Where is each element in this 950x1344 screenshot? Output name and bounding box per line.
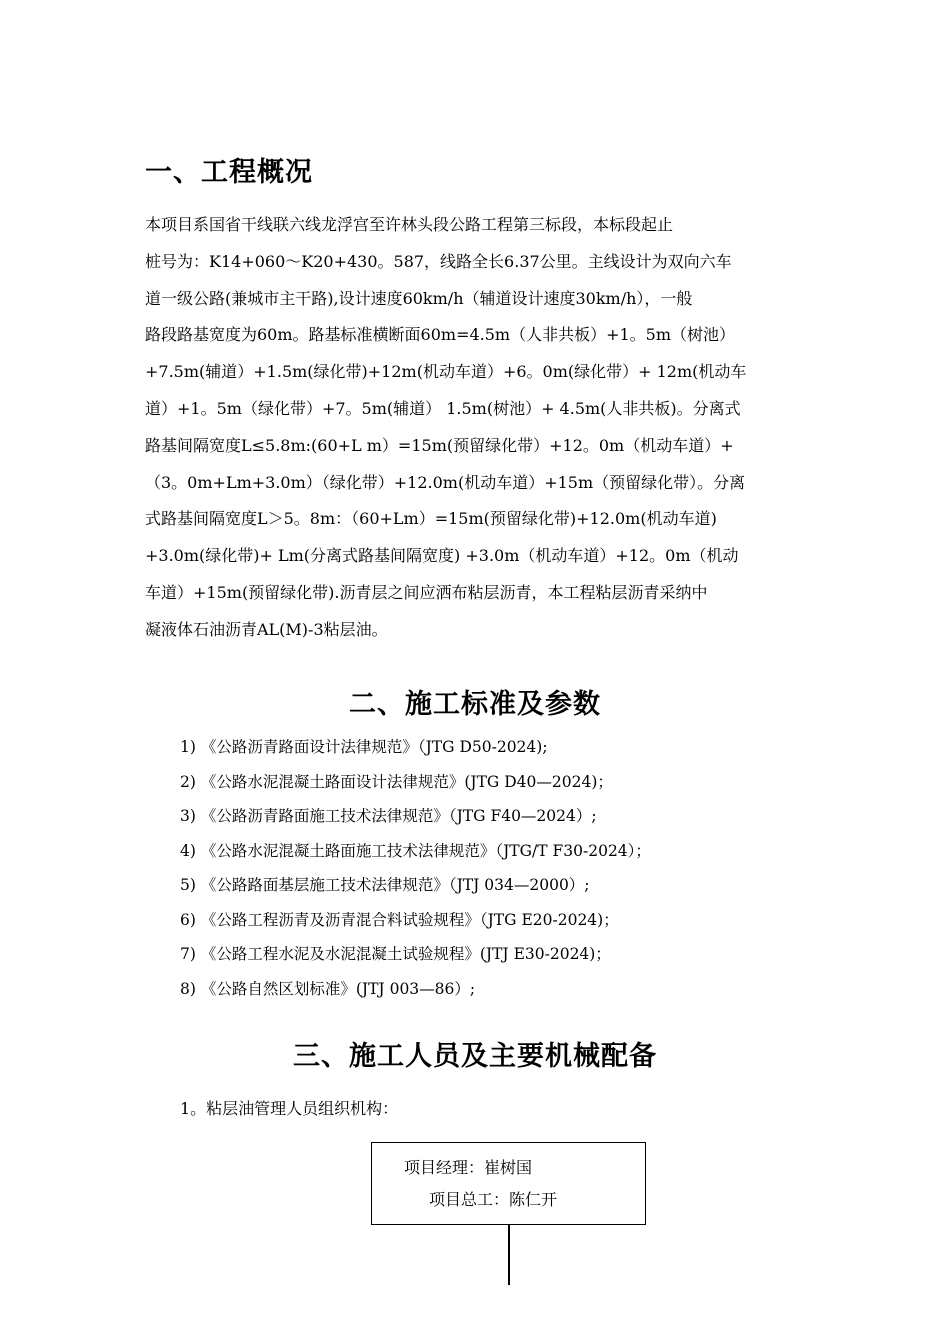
list-item: 6) 《公路工程沥青及沥青混合料试验规程》（JTG E20-2024)； — [180, 910, 619, 929]
section3-heading: 三、施工人员及主要机械配备 — [293, 1041, 657, 1072]
list-item: 7) 《公路工程水泥及水泥混凝土试验规程》(JTJ E30-2024)； — [180, 945, 611, 963]
paragraph-line: 路段路基宽度为60m。路基标准横断面60m=4.5m（人非共板）+1。5m（树池） — [145, 325, 736, 345]
list-item: 5) 《公路路面基层施工技术法律规范》（JTJ 034—2000）; — [180, 876, 590, 894]
paragraph-line: 式路基间隔宽度L＞5。8m：（60+Lm）=15m(预留绿化带)+12.0m(机动车道) — [145, 509, 717, 529]
chief-engineer-label: 项目总工：陈仁开 — [429, 1190, 558, 1209]
paragraph-line: （3。0m+Lm+3.0m）（绿化带）+12.0m(机动车道）+15m（预留绿化带）。分离 — [145, 472, 746, 492]
org-chart-connector-line — [508, 1225, 510, 1285]
org-chart-box — [371, 1142, 646, 1225]
paragraph-line: 道）+1。5m（绿化带）+7。5m(辅道） 1.5m(树池）+ 4.5m(人非共板)。分离式 — [145, 398, 741, 418]
paragraph-line: 车道）+15m(预留绿化带).沥青层之间应洒布粘层沥青，本工程粘层沥青采纳中 — [145, 582, 708, 602]
paragraph-line: 道一级公路(兼城市主干路),设计速度60km/h（辅道设计速度30km/h），一般 — [145, 288, 693, 308]
org-subheading: 1。粘层油管理人员组织机构： — [180, 1099, 399, 1118]
standards-list — [180, 730, 651, 1006]
list-item: 3) 《公路沥青路面施工技术法律规范》（JTG F40—2024）; — [180, 807, 597, 825]
project-manager-label: 项目经理：崔树国 — [404, 1158, 533, 1177]
list-item: 1) 《公路沥青路面设计法律规范》（JTG D50-2024); — [180, 738, 548, 756]
section1-heading: 一、工程概况 — [145, 157, 313, 188]
list-item: 4) 《公路水泥混凝土路面施工技术法律规范》（JTG/T F30-2024）； — [180, 841, 651, 860]
paragraph-line: +3.0m(绿化带)+ Lm(分离式路基间隔宽度) +3.0m（机动车道）+12。0m（机动 — [145, 546, 739, 566]
paragraph-line: +7.5m(辅道）+1.5m(绿化带)+12m(机动车道）+6。0m(绿化带）+ 12m(机动车 — [145, 362, 747, 382]
paragraph-line: 凝液体石油沥青AL(M)-3粘层油。 — [145, 619, 388, 639]
paragraph-line: 路基间隔宽度L≤5.8m:(60+L m）=15m(预留绿化带）+12。0m（机动车道）+ — [145, 435, 734, 455]
section2-heading: 二、施工标准及参数 — [349, 689, 601, 720]
section1-paragraph — [145, 207, 746, 649]
list-item: 2) 《公路水泥混凝土路面设计法律规范》(JTG D40—2024)； — [180, 772, 613, 791]
list-item: 8) 《公路自然区划标准》(JTJ 003—86）; — [180, 979, 476, 998]
paragraph-line: 本项目系国省干线联六线龙浮宫至许林头段公路工程第三标段，本标段起止 — [145, 215, 674, 234]
paragraph-line: 桩号为：K14+060～K20+430。587，线路全长6.37公里。主线设计为双向六车 — [145, 251, 732, 271]
